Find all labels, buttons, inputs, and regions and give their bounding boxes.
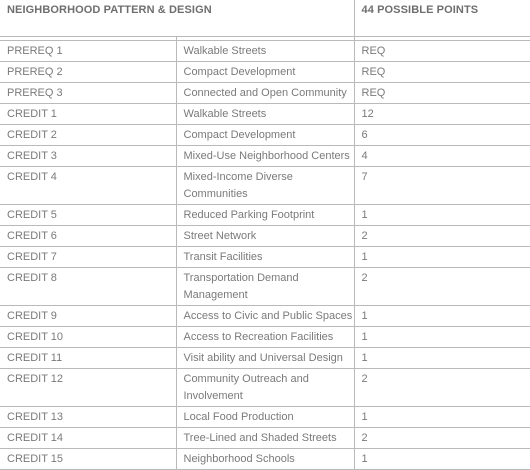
credit-title-cell: Compact Development bbox=[176, 125, 354, 146]
credit-title-cell: Tree-Lined and Shaded Streets bbox=[176, 428, 354, 449]
credit-title-cell: Transit Facilities bbox=[176, 247, 354, 268]
credit-id-cell: CREDIT 7 bbox=[0, 247, 176, 268]
table-row bbox=[0, 83, 530, 104]
credit-points-cell: 1 bbox=[354, 449, 530, 470]
possible-points-heading: 44 POSSIBLE POINTS bbox=[354, 0, 530, 37]
category-heading: NEIGHBORHOOD PATTERN & DESIGN bbox=[0, 0, 354, 37]
credit-points-cell: 2 bbox=[354, 268, 530, 306]
credit-id-cell: CREDIT 13 bbox=[0, 407, 176, 428]
credit-title-cell: Compact Development bbox=[176, 62, 354, 83]
table-row bbox=[0, 348, 530, 369]
table-row bbox=[0, 327, 530, 348]
table-row bbox=[0, 167, 530, 205]
credit-points-cell: REQ bbox=[354, 62, 530, 83]
credit-title-cell: Neighborhood Schools bbox=[176, 449, 354, 470]
credit-title-cell: Street Network bbox=[176, 226, 354, 247]
credit-id-cell: CREDIT 2 bbox=[0, 125, 176, 146]
credit-id-cell: PREREQ 1 bbox=[0, 41, 176, 62]
credit-points-cell: 1 bbox=[354, 205, 530, 226]
credit-points-cell: 1 bbox=[354, 348, 530, 369]
credit-points-cell: 7 bbox=[354, 167, 530, 205]
credit-points-cell: REQ bbox=[354, 83, 530, 104]
table-row bbox=[0, 369, 530, 407]
table-row bbox=[0, 62, 530, 83]
credit-points-cell: 1 bbox=[354, 407, 530, 428]
credit-title-cell: Access to Civic and Public Spaces bbox=[176, 306, 354, 327]
credit-title-cell: Local Food Production bbox=[176, 407, 354, 428]
credit-id-cell: CREDIT 11 bbox=[0, 348, 176, 369]
credit-id-cell: CREDIT 1 bbox=[0, 104, 176, 125]
table-row bbox=[0, 205, 530, 226]
credit-title-cell: Access to Recreation Facilities bbox=[176, 327, 354, 348]
credit-title-cell: Visit ability and Universal Design bbox=[176, 348, 354, 369]
table-header-row bbox=[0, 0, 530, 37]
credit-id-cell: CREDIT 15 bbox=[0, 449, 176, 470]
credit-id-cell: CREDIT 9 bbox=[0, 306, 176, 327]
table-row bbox=[0, 268, 530, 306]
table-row bbox=[0, 41, 530, 62]
table-row bbox=[0, 247, 530, 268]
table-row bbox=[0, 449, 530, 470]
credit-title-cell: Community Outreach and Involvement bbox=[176, 369, 354, 407]
credit-points-cell: 1 bbox=[354, 327, 530, 348]
credit-title-cell: Transportation Demand Management bbox=[176, 268, 354, 306]
credit-points-cell: 1 bbox=[354, 306, 530, 327]
credit-id-cell: CREDIT 6 bbox=[0, 226, 176, 247]
table-row bbox=[0, 407, 530, 428]
credit-id-cell: CREDIT 10 bbox=[0, 327, 176, 348]
table-row bbox=[0, 428, 530, 449]
credit-id-cell: CREDIT 5 bbox=[0, 205, 176, 226]
credit-id-cell: PREREQ 3 bbox=[0, 83, 176, 104]
credit-points-cell: 2 bbox=[354, 369, 530, 407]
credit-id-cell: CREDIT 14 bbox=[0, 428, 176, 449]
credit-title-cell: Connected and Open Community bbox=[176, 83, 354, 104]
credit-id-cell: CREDIT 8 bbox=[0, 268, 176, 306]
credit-points-cell: 12 bbox=[354, 104, 530, 125]
credit-points-cell: 2 bbox=[354, 428, 530, 449]
credit-id-cell: PREREQ 2 bbox=[0, 62, 176, 83]
credit-title-cell: Walkable Streets bbox=[176, 41, 354, 62]
table-row bbox=[0, 226, 530, 247]
credit-title-cell: Mixed-Income Diverse Communities bbox=[176, 167, 354, 205]
credit-title-cell: Mixed-Use Neighborhood Centers bbox=[176, 146, 354, 167]
credit-points-cell: REQ bbox=[354, 41, 530, 62]
credit-id-cell: CREDIT 4 bbox=[0, 167, 176, 205]
credit-points-cell: 1 bbox=[354, 247, 530, 268]
table-row bbox=[0, 306, 530, 327]
credit-points-cell: 2 bbox=[354, 226, 530, 247]
credit-points-cell: 6 bbox=[354, 125, 530, 146]
table-row bbox=[0, 125, 530, 146]
table-row bbox=[0, 104, 530, 125]
credit-title-cell: Walkable Streets bbox=[176, 104, 354, 125]
credit-points-cell: 4 bbox=[354, 146, 530, 167]
table-row bbox=[0, 146, 530, 167]
credit-id-cell: CREDIT 12 bbox=[0, 369, 176, 407]
credit-title-cell: Reduced Parking Footprint bbox=[176, 205, 354, 226]
credit-id-cell: CREDIT 3 bbox=[0, 146, 176, 167]
